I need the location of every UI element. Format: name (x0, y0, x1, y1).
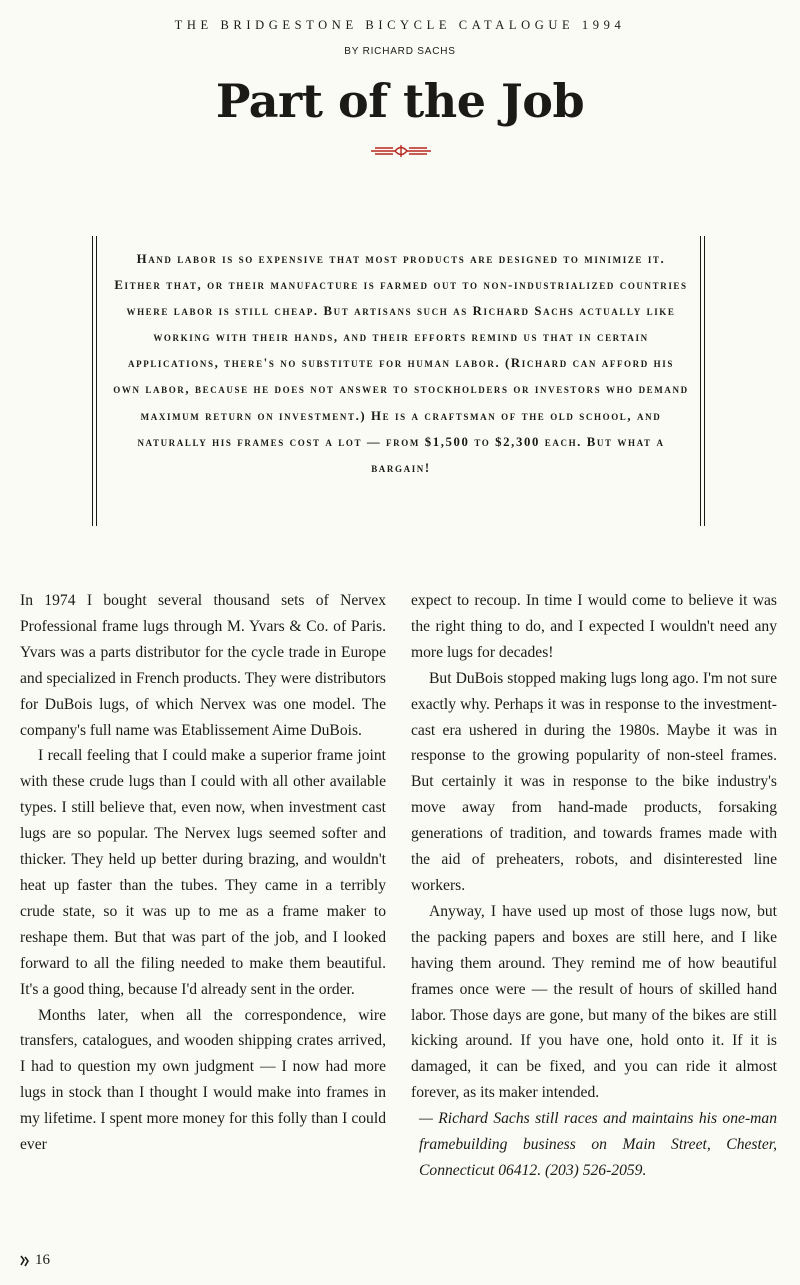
author-credit: — Richard Sachs still races and maintains his one-man framebuilding business on Main Street, Chester, Connecticut 06412. (203) 526-2059. (419, 1110, 777, 1179)
paragraph: In 1974 I bought several thousand sets of Nervex Professional frame lugs through M. Yvars & Co. of Paris. Yvars was a parts distributor for the cycle trade in Europe and specialized in French products. They were distributors for DuBois lugs, of which Nervex was one model. The company's full name was Etablissement Aime DuBois. (20, 592, 386, 739)
page-number: 16 (35, 1252, 50, 1268)
pull-quote: Hand labor is so expensive that most products are designed to minimize it. Either that, or their manufacture is farmed out to non-industrialized countries where labor is still cheap. But artisans such as Richard Sachs actually like working with their hands, and their efforts remind us that in certain applications, there's no substitute for human labor. (Richard can afford his own labor, because he does not answer to stockholders or investors who demand maximum return on investment.) He is a craftsman of the old school, and naturally his frames cost a lot — from $1,500 to $2,300 each. But what a bargain! (113, 252, 689, 475)
pull-quote-rule-right (700, 236, 705, 526)
article-title: Part of the Job (215, 74, 585, 128)
byline: BY RICHARD SACHS (344, 46, 456, 57)
paragraph: Months later, when all the correspondence, wire transfers, catalogues, and wooden shipping crates arrived, I had to question my own judgment — I now had more lugs in stock than I thought I would make into frames in my lifetime. I spent more money for this folly than I could ever (20, 1006, 386, 1154)
article-column-left (20, 588, 386, 1158)
paragraph: expect to recoup. In time I would come to believe it was the right thing to do, and I expected I wouldn't need any more lugs for decades! (411, 592, 777, 661)
page-folio (18, 1252, 50, 1269)
bicycle-logo-icon (18, 1254, 32, 1268)
paragraph: But DuBois stopped making lugs long ago. I'm not sure exactly why. Perhaps it was in response to the investment-cast era ushered in during the 1980s. Maybe it was in response to the growing popularity of non-steel frames. But certainly it was in response to the bike industry's move away from hand-made products, forsaking generations of tradition, and towards frames made with the aid of preheaters, robots, and disinterested line workers. (411, 669, 777, 894)
paragraph: I recall feeling that I could make a superior frame joint with these crude lugs than I could with all other available types. I still believe that, even now, when investment cast lugs are so popular. The Nervex lugs seemed softer and thicker. They held up better during brazing, and wouldn't heat up faster than the tubes. They came in a terribly crude state, so it was up to me as a frame maker to reshape them. But that was part of the job, and I looked forward to all the filing needed to make them beautiful. It's a good thing, because I'd already sent in the order. (20, 747, 386, 998)
ornament-icon (369, 143, 433, 159)
paragraph: Anyway, I have used up most of those lugs now, but the packing papers and boxes are still here, and I like having them around. They remind me of how beautiful frames once were — the result of hours of skilled hand labor. Those days are gone, but many of the bikes are still kicking around. If you have one, hold onto it. If it is damaged, it can be fixed, and you can ride it almost forever, as its maker intended. (411, 902, 777, 1102)
running-header: THE BRIDGESTONE BICYCLE CATALOGUE 1994 (174, 18, 626, 32)
article-column-right (411, 588, 777, 1184)
pull-quote-rule-left (92, 236, 97, 526)
